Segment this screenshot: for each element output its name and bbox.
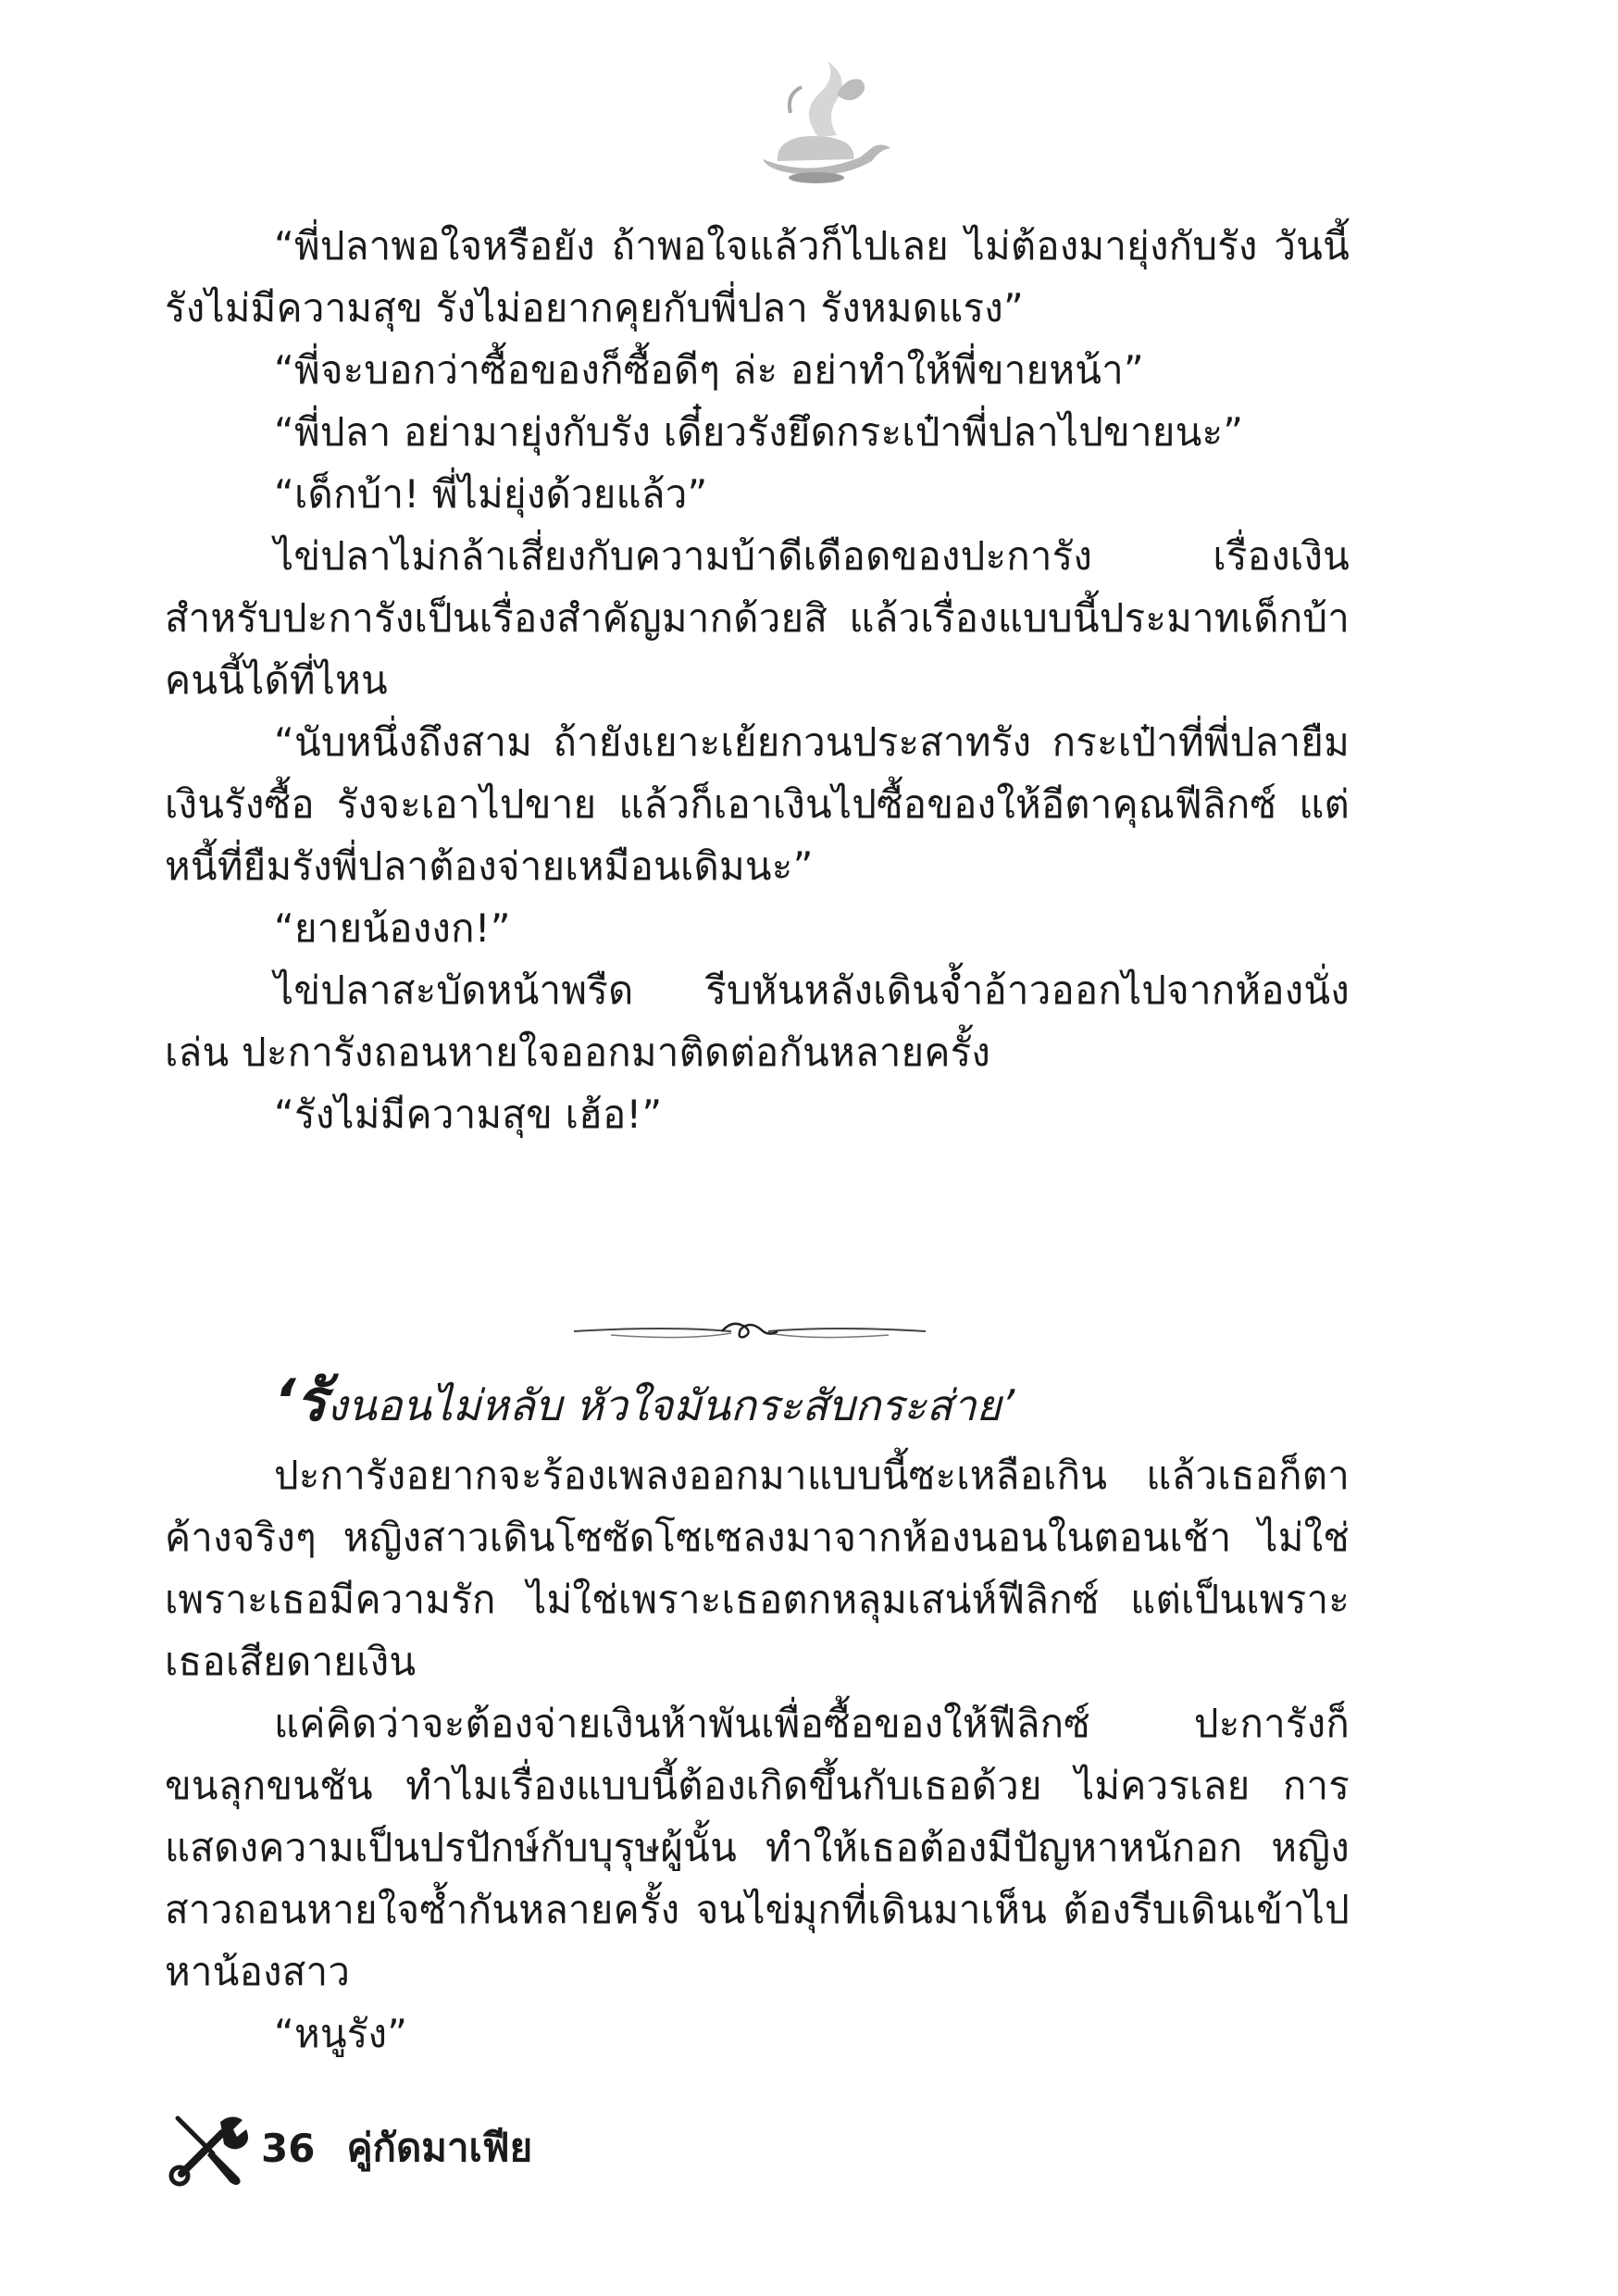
paragraph: “เด็กบ้า! พี่ไม่ยุ่งด้วยแล้ว”: [274, 471, 708, 517]
paragraph: “พี่ปลาพอใจหรือยัง ถ้าพอใจแล้วก็ไปเลย ไม่ต้องมายุ่งกับรัง วันนี้รังไม่มีความสุข รังไม่อยากคุยกับพี่ปลา รังหมดแรง”: [165, 223, 1350, 331]
paragraph: แค่คิดว่าจะต้องจ่ายเงินห้าพันเพื่อซื้อของให้ฟีลิกซ์ ปะการังก็ขนลุกขนชัน ทำไมเรื่องแบบนี้ต้องเกิดขึ้นกับเธอด้วย ไม่ควรเลย การแสดงความเป็นปรปักษ์กับบุรุษผู้นั้น ทำให้เธอต้องมีปัญหาหนักอก หญิงสาวถอนหายใจซ้ำกันหลายครั้ง จนไข่มุกที่เดินมาเห็น ต้องรีบเดินเข้าไปหาน้องสาว: [165, 1701, 1350, 1994]
paragraph: “ยายน้องงก!”: [274, 905, 511, 951]
body-text-part-2: [165, 1444, 1350, 2065]
paragraph: ไข่ปลาไม่กล้าเสี่ยงกับความบ้าดีเดือดของปะการัง เรื่องเงินสำหรับปะการังเป็นเรื่องสำคัญมากด้วยสิ แล้วเรื่องแบบนี้ประมาทเด็กบ้าคนนี้ได้ที่ไหน: [165, 533, 1350, 703]
body-text-part-1: [165, 215, 1350, 1145]
paragraph: ไข่ปลาสะบัดหน้าพรืด รีบหันหลังเดินจ้ำอ้าวออกไปจากห้องนั่งเล่น ปะการังถอนหายใจออกมาติดต่อกันหลายครั้ง: [165, 967, 1350, 1075]
book-title: คู่กัดมาเฟีย: [346, 2125, 533, 2170]
page-number: 36: [261, 2125, 316, 2171]
wrench-screwdriver-icon: [165, 2109, 254, 2187]
genie-lamp-icon: [698, 57, 920, 187]
paragraph: “นับหนึ่งถึงสาม ถ้ายังเยาะเย้ยกวนประสาทรัง กระเป๋าที่พี่ปลายืมเงินรังซื้อ รังจะเอาไปขาย แล้วก็เอาเงินไปซื้อของให้อีตาคุณฟีลิกซ์ แต่หนี้ที่ยืมรังพี่ปลาต้องจ่ายเหมือนเดิมนะ”: [165, 719, 1350, 889]
section-heading-text: งนอนไม่หลับ หัวใจมันกระสับกระส่าย’: [326, 1380, 1015, 1430]
section-heading: [274, 1368, 1014, 1438]
section-heading-dropcap: ‘รั: [274, 1366, 327, 1434]
paragraph: ปะการังอยากจะร้องเพลงออกมาแบบนี้ซะเหลือเกิน แล้วเธอก็ตาค้างจริงๆ หญิงสาวเดินโซซัดโซเซลงมาจากห้องนอนในตอนเช้า ไม่ใช่เพราะเธอมีความรัก ไม่ใช่เพราะเธอตกหลุมเสน่ห์ฟีลิกซ์ แต่เป็นเพราะเธอเสียดายเงิน: [165, 1453, 1350, 1684]
paragraph: “หนูรัง”: [274, 2011, 408, 2056]
paragraph: “รังไม่มีความสุข เฮ้อ!”: [274, 1092, 663, 1137]
paragraph: “พี่จะบอกว่าซื้อของก็ซื้อดีๆ ล่ะ อย่าทำให้พี่ขายหน้า”: [274, 347, 1144, 393]
paragraph: “พี่ปลา อย่ามายุ่งกับรัง เดี๋ยวรังยึดกระเป๋าพี่ปลาไปขายนะ”: [274, 409, 1244, 455]
page-footer: [165, 2111, 532, 2185]
flourish-divider-icon: [574, 1313, 926, 1350]
